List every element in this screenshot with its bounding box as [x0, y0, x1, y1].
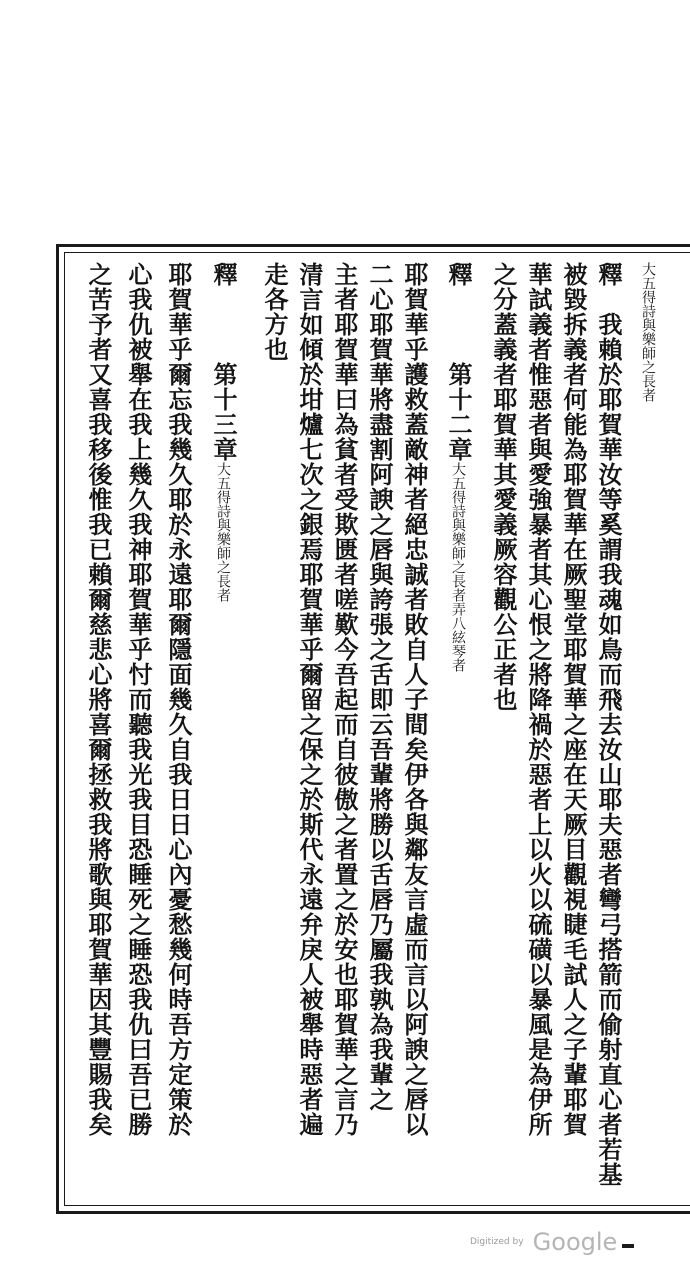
chapter-13-subtitle: 大五得詩與樂師之長者 — [215, 462, 231, 602]
digitized-by-label: Digitized by — [470, 1237, 524, 1247]
footer-mark — [622, 1244, 634, 1248]
google-logo: Google — [532, 1228, 618, 1256]
text-column-1: 釋 我賴於耶賀華汝等奚謂我魂如鳥而飛去汝山耶夫惡者彎弓搭箭而偷射直心者若基 — [594, 262, 623, 1187]
chapter-12-title: 釋 第十二章 — [444, 262, 473, 462]
page-frame-bottom-border — [56, 1211, 690, 1214]
text-column-7: 二心耶賀華將盡割阿諛之唇與誇張之舌即云吾輩將勝以舌唇乃屬我孰為我輩之 — [365, 262, 394, 1112]
chapter-13-heading — [205, 262, 241, 602]
chapter-11-subtitle: 大五得詩與樂師之長者 — [640, 262, 656, 402]
digitized-footer — [470, 1228, 617, 1256]
chapter-12-heading — [440, 262, 476, 672]
page-frame-top-border — [56, 244, 690, 247]
text-column-12: 耶賀華乎爾忘我幾久耶於永遠耶爾隱面幾久自我日日心內憂愁幾何時吾方定策於 — [164, 262, 193, 1137]
chapter-11-subtitle-column — [630, 262, 666, 402]
page-frame-left-border — [56, 244, 59, 1214]
text-column-4: 之分蓋義者耶賀華其愛義厥容觀公正者也 — [489, 262, 518, 712]
page-frame-left-inner-border — [64, 252, 65, 1206]
chapter-12-subtitle: 大五得詩與樂師之長者弄八絃琴者 — [450, 462, 466, 672]
text-column-6: 耶賀華乎護救蓋敵神者絕忠誠者敗自人子間矣伊各與鄰友言虛而言以阿諛之唇以 — [400, 262, 429, 1137]
text-column-13: 心我仇被舉在我上幾久我神耶賀華乎忖而聽我光我目恐睡死之睡恐我仇曰吾已勝 — [124, 262, 153, 1137]
text-column-2: 被毀拆義者何能為耶賀華在厥聖堂耶賀華之座在天厥目觀視睫毛試人之子輩耶賀 — [559, 262, 588, 1137]
page-frame-bottom-inner-border — [64, 1205, 690, 1206]
text-column-10: 走各方也 — [260, 262, 289, 362]
text-column-8: 主者耶賀華曰為貧者受欺匮者嗟歎今吾起而自彼傲之者置之於安也耶賀華之言乃 — [330, 262, 359, 1137]
page-frame-top-inner-border — [64, 252, 690, 253]
text-column-14: 之苦予者又喜我移後惟我已賴爾慈悲心將喜爾拯救我將歌與耶賀華因其豐賜我矣 — [84, 262, 113, 1137]
chapter-13-title: 釋 第十三章 — [209, 262, 238, 462]
text-column-9: 清言如傾於坩爐七次之銀焉耶賀華乎爾留之保之於斯代永遠弁戾人被舉時惡者遍 — [295, 262, 324, 1137]
text-column-3: 華試義者惟惡者與愛強暴者其心恨之將降禍於惡者上以火以硫磺以暴風是為伊所 — [524, 262, 553, 1137]
